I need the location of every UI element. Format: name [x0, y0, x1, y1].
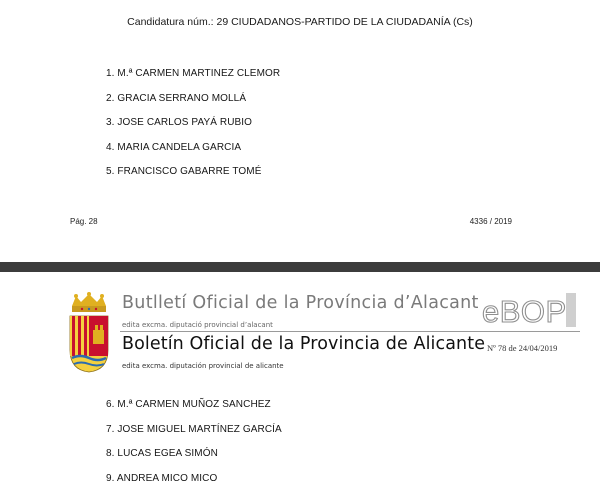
header-divider [120, 331, 580, 332]
list-item: 5. FRANCISCO GABARRE TOMÉ [106, 165, 280, 190]
document-number: 4336 / 2019 [470, 217, 512, 226]
list-item: 3. JOSE CARLOS PAYÁ RUBIO [106, 116, 280, 141]
bulletin-title-valencian: Butlletí Oficial de la Província d’Alacant [122, 293, 479, 313]
candidate-list-top [106, 67, 280, 190]
page-separator [0, 262, 600, 272]
list-item: 4. MARIA CANDELA GARCIA [106, 141, 280, 166]
crown-icon [72, 292, 106, 312]
ebop-logo-text: eBOP [482, 294, 567, 329]
page-number: Pág. 28 [70, 217, 98, 226]
coat-of-arms-icon [66, 292, 112, 374]
list-item: 1. M.ª CARMEN MARTINEZ CLEMOR [106, 67, 280, 92]
list-item: 6. M.ª CARMEN MUÑOZ SANCHEZ [106, 398, 282, 423]
candidate-list-bottom [106, 398, 282, 496]
list-item: 8. LUCAS EGEA SIMÓN [106, 447, 282, 472]
candidatura-heading: Candidatura núm.: 29 CIUDADANOS-PARTIDO DE LA CIUDADANÍA (Cs) [0, 16, 600, 28]
bulletin-subtitle-spanish: edita excma. diputación provincial de alicante [122, 362, 284, 370]
bulletin-title-spanish: Boletín Oficial de la Provincia de Alicante [122, 334, 485, 354]
list-item: 2. GRACIA SERRANO MOLLÁ [106, 92, 280, 117]
bulletin-subtitle-valencian: edita excma. diputació provincial d’alacant [122, 321, 273, 329]
list-item: 7. JOSE MIGUEL MARTÍNEZ GARCÍA [106, 423, 282, 448]
issue-number-date: Nº 78 de 24/04/2019 [487, 343, 557, 353]
list-item: 9. ANDREA MICO MICO [106, 472, 282, 496]
ebop-logo-icon [480, 289, 578, 331]
